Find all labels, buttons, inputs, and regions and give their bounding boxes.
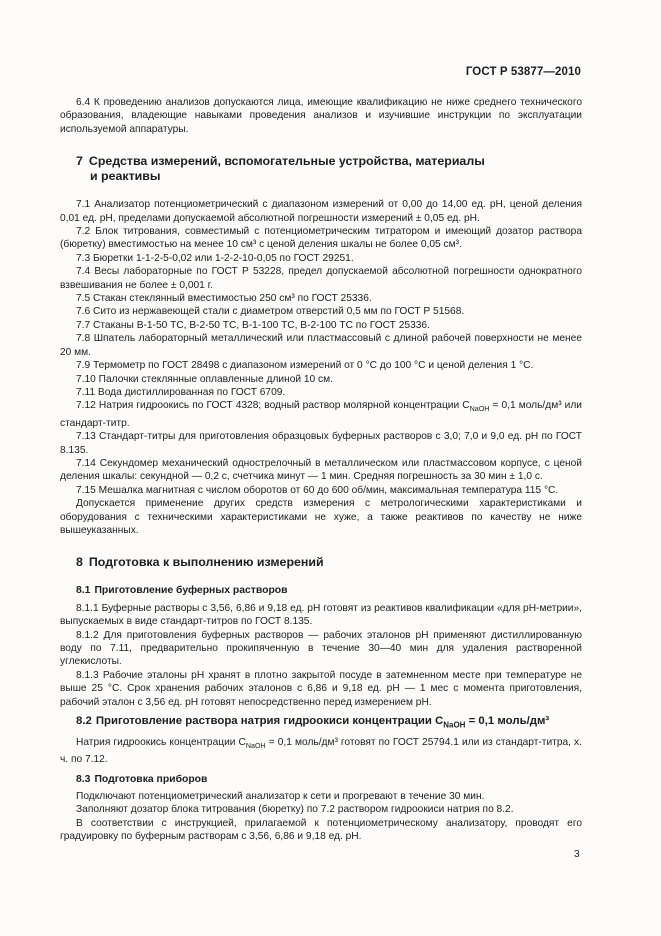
list-item: 7.2 Блок титрования, совместимый с потенциометрическим титратором и имеющий дозатор раствора (бюретку) вместимостью на менее 10 см³ с ценой деления шкалы не более 0,05 см³. (60, 226, 582, 251)
subsection-title: Приготовление раствора натрия гидроокиси концентрации C (95, 715, 444, 728)
list-item: Заполняют дозатор блока титрования (бюретку) по 7.2 раствором гидроокиси натрия по 8.2. (76, 804, 514, 816)
subsection-title: Подготовка приборов (94, 773, 208, 785)
item-text: = 0,1 моль/дм³ или стандарт-титр. (60, 400, 582, 429)
list-item: 7.11 Вода дистиллированная по ГОСТ 6709. (76, 386, 286, 398)
section-title: Подготовка к выполнению измерений (88, 555, 324, 570)
section-title-cont: и реактивы (90, 169, 161, 184)
list-item (60, 736, 582, 767)
list-item: 7.3 Бюретки 1-1-2-5-0,02 или 1-2-2-10-0,05 по ГОСТ 29251. (76, 252, 354, 264)
list-item: 7.1 Анализатор потенциометрический с диапазоном измерений от 0,00 до 14,00 ед. рН, ценой деления 0,01 ед. рН, пределами допускаемой абсолютной погрешности измерений ± 0,05 ед. рН. (60, 199, 582, 224)
list-item: 8.1.1 Буферные растворы с 3,56, 6,86 и 9,18 ед. рН готовят из реактивов квалификации «для рН-метрии», выпускаемых в виде стандарт-титров по ГОСТ 8.135. (60, 602, 582, 628)
subsection-title: Приготовление буферных растворов (94, 585, 288, 597)
page-number: 3 (574, 849, 580, 860)
list-item: 7.9 Термометр по ГОСТ 28498 с диапазоном измерений от 0 °С до 100 °С и ценой деления 1 °С. (76, 360, 534, 372)
item-text: Натрия гидроокись концентрации C (76, 736, 246, 748)
list-item: 7.15 Мешалка магнитная с числом оборотов от 60 до 600 об/мин, максимальная температура 115 °С. (76, 484, 559, 496)
list-item (60, 399, 582, 430)
list-item: 8.1.2 Для приготовления буферных растворов — рабочих эталонов рН применяют дистиллированную воду по 7.11, предварительно прокипяченную в течение 30—40 мин для удаления растворенной углекислоты. (60, 629, 582, 668)
list-item: 7.4 Весы лабораторные по ГОСТ Р 53228, предел допускаемой абсолютной погрешности однократного взвешивания не более ± 0,001 г. (60, 266, 582, 291)
list-item: 7.14 Секундомер механический однострелочный в металлическом или пластмассовом корпусе, с ценой деления шкалы: секундной — 0,2 с, счетчика минут — 1 мин. Средняя погрешность за 30 мин ± 1,0 с. (60, 457, 582, 483)
list-item: Допускается применение других средств измерения с метрологическими характеристиками и оборудования с техническими характеристиками не хуже, а также реактивов по качеству не ниже вышеуказанных. (60, 498, 582, 536)
item-text: 7.12 Натрия гидроокись по ГОСТ 4328; водный раствор молярной концентрации C (76, 400, 470, 412)
subsection-8-1-heading (60, 584, 582, 597)
list-item: 7.6 Сито из нержавеющей стали с диаметром отверстий 0,5 мм по ГОСТ Р 51568. (76, 306, 465, 318)
document-header: ГОСТ Р 53877—2010 (465, 66, 581, 78)
section-8-heading (60, 555, 582, 570)
subscript: NaOH (245, 741, 266, 750)
section-number: 8 (76, 555, 83, 570)
section-title: Средства измерений, вспомогательные устройства, материалы (88, 154, 485, 169)
list-item: 8.1.3 Рабочие эталоны рН хранят в плотно закрытой посуде в затемненном месте при температуре не выше 25 °С. Срок хранения рабочих эталонов с 6,86 и 9,18 ед. рН — 1 мес с момента приготовления, рабочий эталон с 3,56 ед. рН готовят непосредственно перед измерением рН. (60, 669, 582, 708)
list-item: 7.8 Шпатель лабораторный металлический или пластмассовый с длиной рабочей поверхности не менее 20 мм. (60, 333, 582, 358)
subscript: NaOH (443, 720, 466, 730)
subsection-number: 8.2 (76, 715, 92, 728)
section-7-heading (60, 154, 582, 184)
subscript: NaOH (469, 405, 490, 414)
subsection-title-cont: = 0,1 моль/дм³ (465, 715, 550, 728)
item-text: = 0,1 моль/дм³ готовят по ГОСТ 25794.1 или из стандарт-титра, х. ч. по 7.12. (60, 736, 582, 766)
list-item: Подключают потенциометрический анализатор к сети и прогревают в течение 30 мин. (76, 791, 485, 802)
list-item: В соответствии с инструкцией, прилагаемой к потенциометрическому анализатору, проводят его градуировку по буферным растворам с 3,56, 6,86 и 9,18 ед. рН. (60, 817, 582, 843)
subsection-8-2-heading (60, 715, 582, 732)
subsection-8-3-heading (60, 773, 582, 786)
list-item: 7.7 Стаканы В-1-50 ТС, В-2-50 ТС, В-1-100 ТС, В-2-100 ТС по ГОСТ 25336. (76, 319, 430, 331)
list-item: 7.10 Палочки стеклянные оплавленные длиной 10 см. (76, 373, 333, 385)
subsection-number: 8.1 (76, 585, 91, 597)
subsection-number: 8.3 (76, 773, 91, 785)
list-item: 7.13 Стандарт-титры для приготовления образцовых буферных растворов с 3,0; 7,0 и 9,0 ед. рН по ГОСТ 8.135. (60, 431, 582, 456)
paragraph-6-4: 6.4 К проведению анализов допускаются лица, имеющие квалификацию не ниже среднего технического образования, владеющие навыками проведения анализов и изучившие инструкции по эксплуатации используемой аппаратуры. (60, 97, 582, 135)
list-item: 7.5 Стакан стеклянный вместимостью 250 см³ по ГОСТ 25336. (76, 293, 372, 305)
section-number: 7 (76, 154, 83, 169)
document-body (60, 96, 582, 844)
